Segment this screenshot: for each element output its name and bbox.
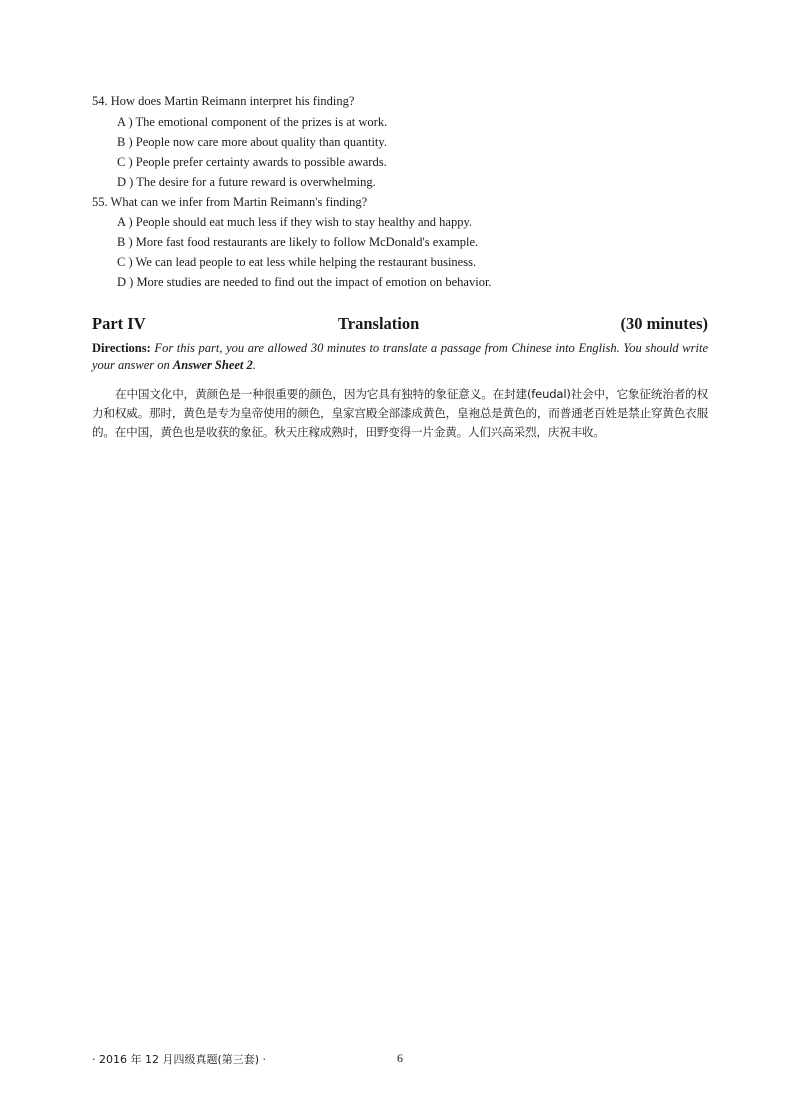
translation-passage: 在中国文化中，黄颜色是一种很重要的颜色，因为它具有独特的象征意义。在封建(feudal)社会中，它象征统治者的权力和权威。那时，黄色是专为皇帝使用的颜色，皇家宫殿全部漆成黄色，皇袍总是黄色的，而普通老百姓是禁止穿黄色衣服的。在中国，黄色也是收获的象征。秋天庄稼成熟时，田野变得一片金黄。人们兴高采烈，庆祝丰收。 xyxy=(92,387,708,439)
question-55-option-c: C ) We can lead people to eat less while helping the restaurant business. xyxy=(117,255,477,269)
page-number: 6 xyxy=(397,1051,403,1065)
part-title: Translation xyxy=(338,314,420,333)
question-55-option-b: B ) More fast food restaurants are likely to follow McDonald's example. xyxy=(117,235,479,249)
directions-label: Directions: xyxy=(92,341,151,355)
question-54-option-a: A ) The emotional component of the prizes is at work. xyxy=(117,115,388,129)
question-55-option-d: D ) More studies are needed to find out the impact of emotion on behavior. xyxy=(117,275,492,289)
directions-text: For this part, you are allowed 30 minutes to translate a passage from Chinese into English. You should write your answer on xyxy=(92,341,708,372)
question-54-option-d: D ) The desire for a future reward is overwhelming. xyxy=(117,175,376,189)
question-55-option-a: A ) People should eat much less if they wish to stay healthy and happy. xyxy=(117,215,473,229)
part-time: (30 minutes) xyxy=(620,314,708,333)
part-header xyxy=(92,314,708,338)
question-54-option-b: B ) People now care more about quality than quantity. xyxy=(117,135,387,149)
question-54-option-c: C ) People prefer certainty awards to possible awards. xyxy=(117,155,387,169)
footer-label: · 2016 年 12 月四级真题(第三套) · xyxy=(92,1053,267,1066)
question-55-stem: 55. What can we infer from Martin Reimann's finding? xyxy=(92,195,368,209)
directions xyxy=(92,340,708,374)
question-54-stem: 54. How does Martin Reimann interpret his finding? xyxy=(92,94,355,108)
directions-end: . xyxy=(252,358,256,372)
answer-sheet-name: Answer Sheet 2 xyxy=(172,358,253,372)
part-label: Part IV xyxy=(92,314,146,333)
